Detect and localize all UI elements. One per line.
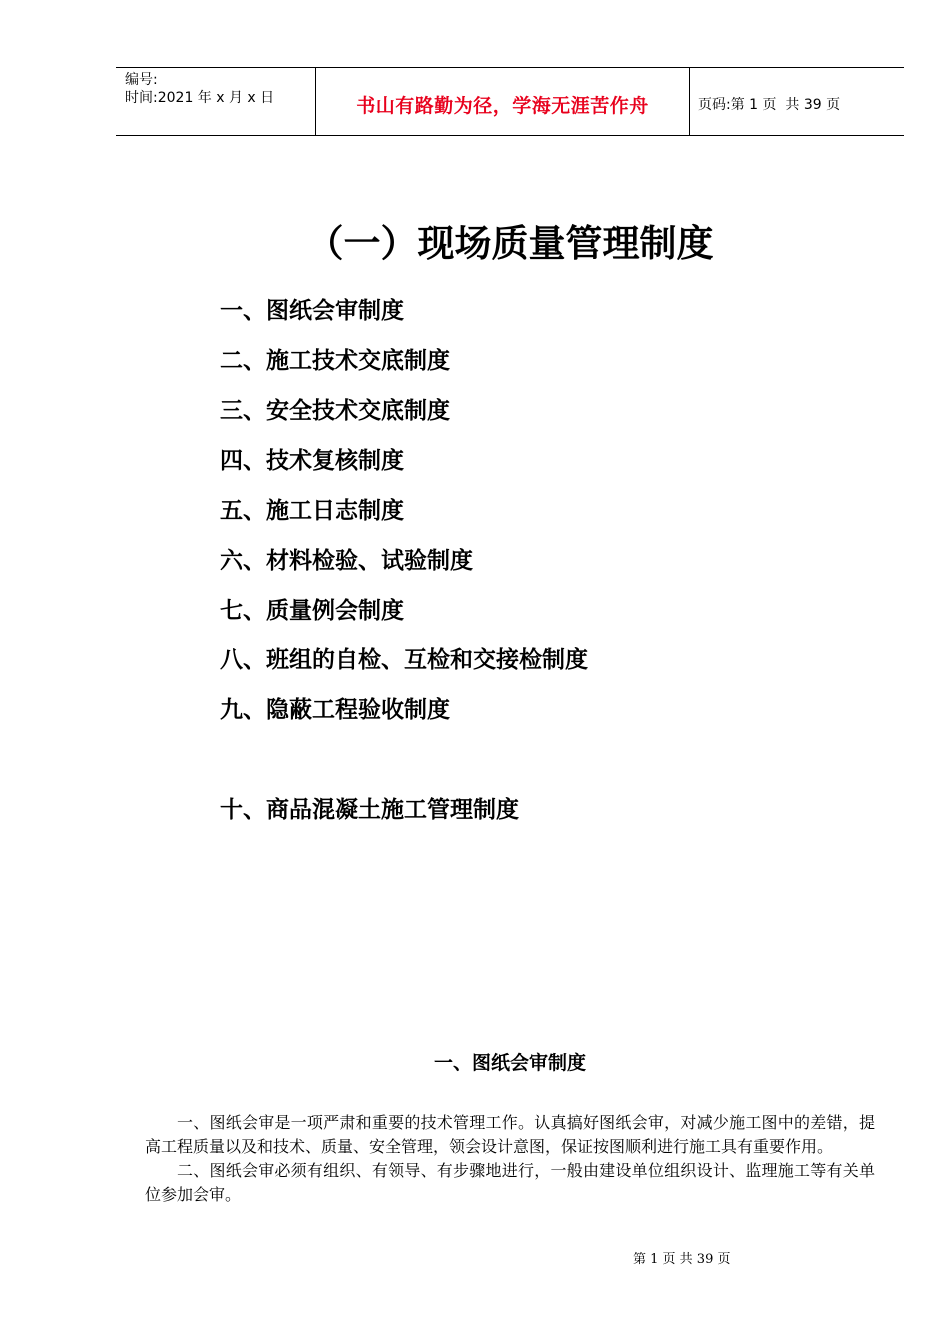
header-motto xyxy=(316,68,690,135)
toc-item: 九、隐蔽工程验收制度 xyxy=(220,697,450,723)
document-title: （一）现场质量管理制度 xyxy=(306,222,714,265)
header-meta xyxy=(116,68,316,135)
page-info-text: 页码:第 1 页 共 39 页 xyxy=(698,96,841,113)
toc-item: 三、安全技术交底制度 xyxy=(220,398,450,424)
time-label: 时间:2021 年 x 月 x 日 xyxy=(125,90,275,106)
paragraph: 一、图纸会审是一项严肃和重要的技术管理工作。认真搞好图纸会审，对减少施工图中的差错，提高工程质量以及和技术、质量、安全管理，领会设计意图，保证按图顺利进行施工具有重要作用。 xyxy=(145,1113,875,1156)
motto-text: 书山有路勤为径，学海无涯苦作舟 xyxy=(356,95,649,117)
toc-item: 二、施工技术交底制度 xyxy=(220,348,450,374)
page-footer: 第 1 页 共 39 页 xyxy=(633,1252,731,1267)
toc-item: 一、图纸会审制度 xyxy=(220,298,404,324)
header-page-info xyxy=(690,68,904,135)
toc-item: 四、技术复核制度 xyxy=(220,448,404,474)
page-header xyxy=(116,67,904,136)
toc-item: 十、商品混凝土施工管理制度 xyxy=(220,797,519,823)
toc-item: 六、材料检验、试验制度 xyxy=(220,548,473,574)
toc-item: 五、施工日志制度 xyxy=(220,498,404,524)
paragraph: 二、图纸会审必须有组织、有领导、有步骤地进行，一般由建设单位组织设计、监理施工等有关单位参加会审。 xyxy=(145,1161,875,1204)
toc-item: 七、质量例会制度 xyxy=(220,598,404,624)
section-body xyxy=(145,1111,875,1207)
number-label: 编号: xyxy=(125,72,158,88)
toc-item: 八、班组的自检、互检和交接检制度 xyxy=(220,647,588,673)
section-heading: 一、图纸会审制度 xyxy=(433,1052,586,1074)
